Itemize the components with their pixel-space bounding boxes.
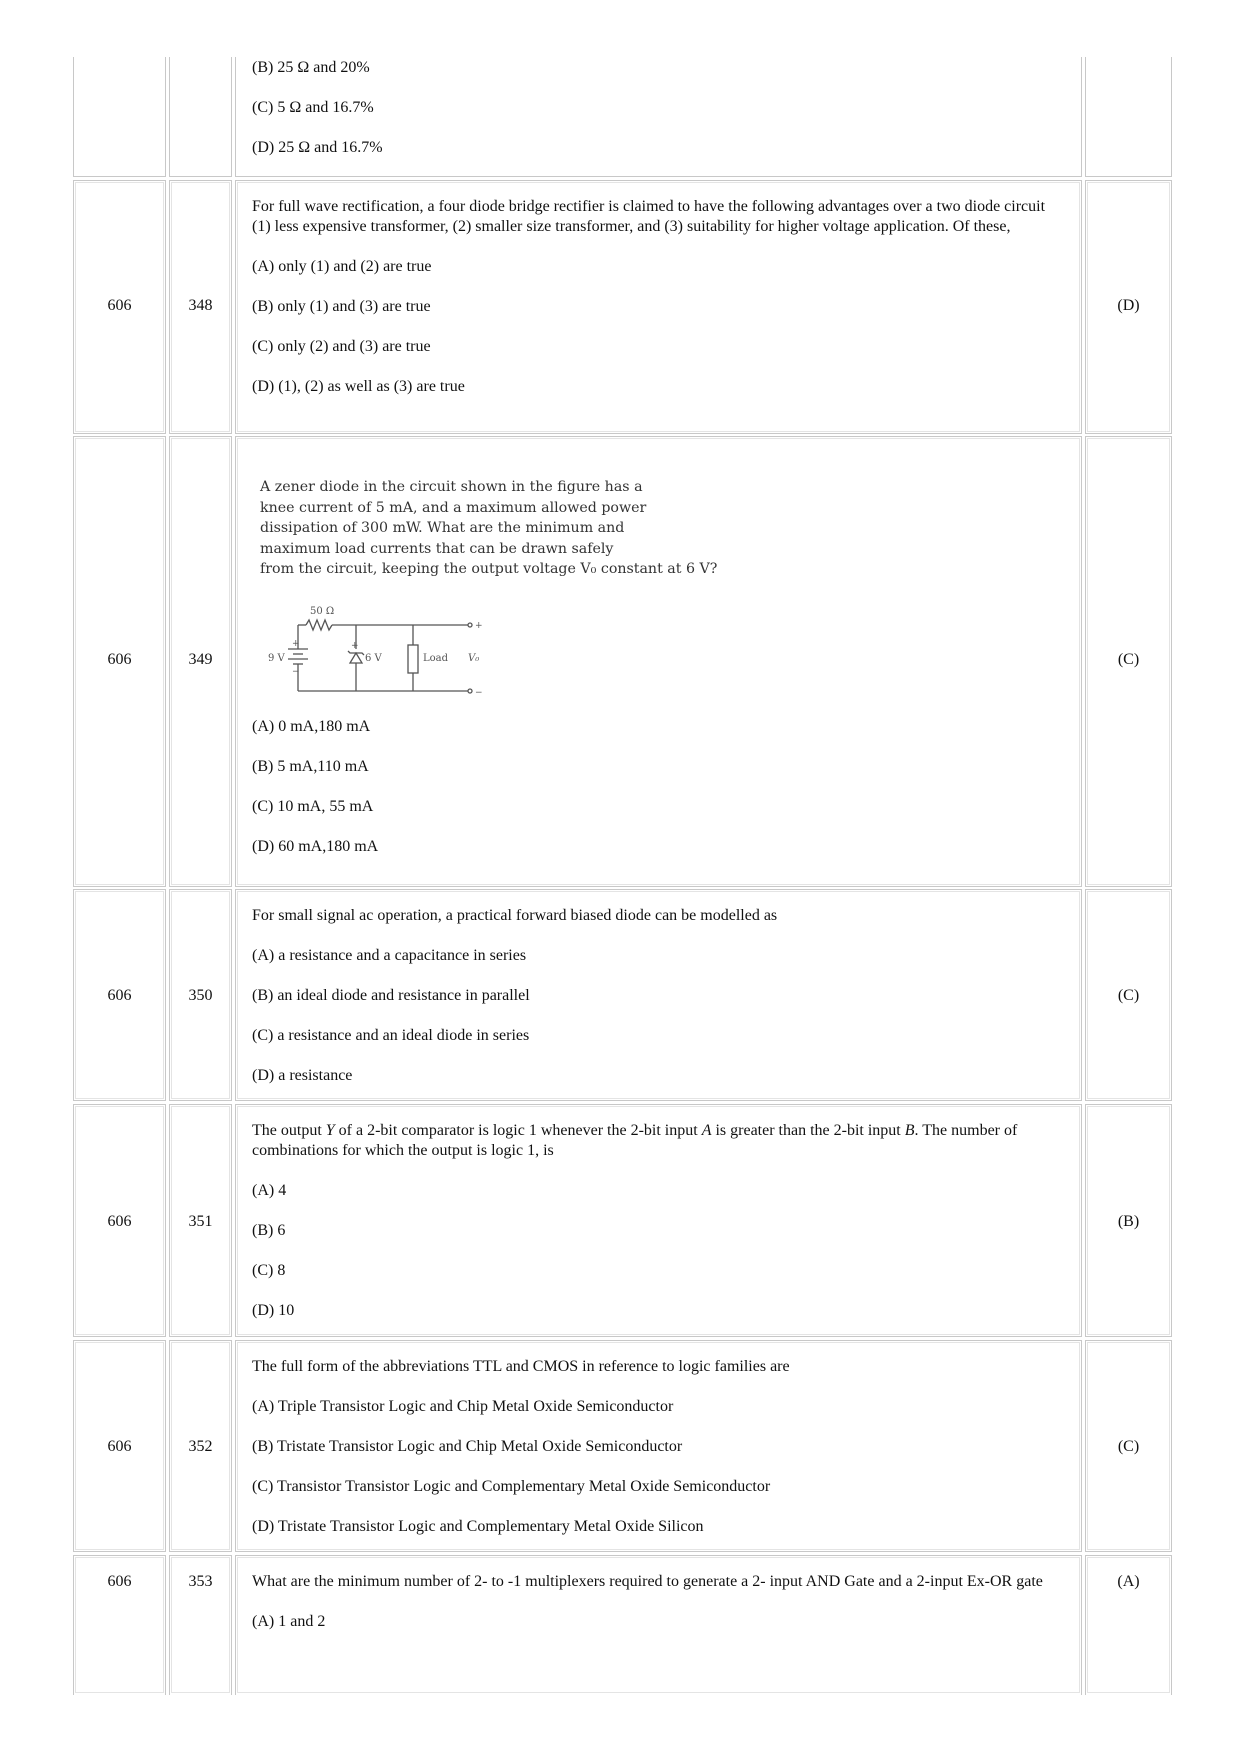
source-minus: −: [292, 667, 300, 677]
paper-cell: [73, 436, 166, 887]
answer-key: (D): [1117, 297, 1140, 314]
qno-cell: [169, 1340, 232, 1552]
question-cell: [235, 1555, 1082, 1695]
option: (C) 5 Ω and 16.7%: [252, 99, 374, 116]
question-number: 349: [188, 651, 213, 668]
question-number: 353: [188, 1573, 213, 1590]
resistor-symbol: [306, 620, 332, 630]
option: (C) 10 mA, 55 mA: [252, 798, 374, 815]
answer-key: (B): [1117, 1213, 1140, 1230]
paper-cell: [73, 1104, 166, 1337]
option: (A) Triple Transistor Logic and Chip Metal Oxide Semiconductor: [252, 1398, 674, 1415]
load-label: Load: [423, 653, 449, 664]
option: (B) 6: [252, 1222, 286, 1239]
paper-number: 606: [107, 1573, 132, 1590]
answer-cell: [1085, 180, 1172, 434]
question-cell: [235, 1104, 1082, 1337]
paper-number: 606: [107, 1213, 132, 1230]
option: (A) 0 mA,180 mA: [252, 718, 371, 735]
question-number: 348: [188, 297, 213, 314]
option: (B) 25 Ω and 20%: [252, 59, 370, 76]
option: (B) an ideal diode and resistance in parallel: [252, 987, 530, 1004]
question-cell: [235, 180, 1082, 434]
zener-label: 6 V: [365, 653, 382, 664]
paper-cell: [73, 180, 166, 434]
answer-key: (C): [1117, 651, 1140, 668]
option: (C) Transistor Transistor Logic and Complementary Metal Oxide Semiconductor: [252, 1478, 771, 1495]
question-number: 351: [188, 1213, 213, 1230]
option: (A) a resistance and a capacitance in series: [252, 947, 527, 964]
option: (A) 1 and 2: [252, 1613, 326, 1630]
option: (D) (1), (2) as well as (3) are true: [252, 378, 465, 395]
table-row: [73, 180, 1172, 434]
question-stem: The full form of the abbreviations TTL and CMOS in reference to logic families are: [252, 1358, 790, 1375]
question-stem: For small signal ac operation, a practical forward biased diode can be modelled as: [252, 907, 778, 924]
answer-key: (C): [1117, 987, 1140, 1004]
table-row: [73, 889, 1172, 1101]
paper-cell: [73, 57, 166, 177]
paper-number: 606: [107, 1438, 132, 1455]
option: (A) 4: [252, 1182, 287, 1199]
paper-cell: [73, 1555, 166, 1695]
question-stem: For full wave rectification, a four diode bridge rectifier is claimed to have the following advantages over a two diode circuit (1) less expensive transformer, (2) smaller size transformer, and (3) suitability for higher voltage application. Of these,: [252, 198, 1046, 235]
option: (D) 60 mA,180 mA: [252, 838, 379, 855]
table-row: [73, 1104, 1172, 1337]
answer-key: (C): [1117, 1438, 1140, 1455]
option: (B) only (1) and (3) are true: [252, 298, 431, 315]
paper-number: 606: [107, 297, 132, 314]
question-cell: [235, 1340, 1082, 1552]
source-plus: +: [292, 639, 300, 649]
paper-number: 606: [107, 987, 132, 1004]
option: (A) only (1) and (2) are true: [252, 258, 432, 275]
table-row: [73, 57, 1172, 177]
answer-cell: [1085, 889, 1172, 1101]
answer-cell: [1085, 57, 1172, 177]
option: (C) only (2) and (3) are true: [252, 338, 431, 355]
answer-cell: [1085, 1340, 1172, 1552]
question-figure: [258, 437, 728, 713]
option: (D) a resistance: [252, 1067, 353, 1084]
question-cell: [235, 57, 1082, 177]
figure-text: A zener diode in the circuit shown in the figure has a knee current of 5 mA, and a maximum allowed power dissipation of 300 mW. What are the minimum and maximum load currents that can be drawn safely from the circuit, keeping the output voltage V₀ constant at 6 V?: [260, 479, 718, 577]
answer-cell: [1085, 1104, 1172, 1337]
qno-cell: [169, 889, 232, 1101]
table-row: [73, 436, 1172, 887]
option: (C) 8: [252, 1262, 286, 1279]
option: (B) 5 mA,110 mA: [252, 758, 369, 775]
option: (D) Tristate Transistor Logic and Complementary Metal Oxide Silicon: [252, 1518, 704, 1535]
qno-cell: [169, 57, 232, 177]
output-label: V₀: [468, 653, 480, 664]
option: (D) 10: [252, 1302, 295, 1319]
question-stem: The output Y of a 2-bit comparator is logic 1 whenever the 2-bit input A is greater than the 2-bit input B. The number of combinations for which the output is logic 1, is: [252, 1122, 1018, 1159]
resistor-label: 50 Ω: [310, 606, 335, 617]
qno-cell: [169, 436, 232, 887]
zener-circuit-diagram: [258, 597, 498, 707]
question-cell: [235, 436, 1082, 887]
paper-cell: [73, 1340, 166, 1552]
option: (C) a resistance and an ideal diode in series: [252, 1027, 530, 1044]
option: (B) Tristate Transistor Logic and Chip Metal Oxide Semiconductor: [252, 1438, 683, 1455]
answer-cell: [1085, 436, 1172, 887]
question-number: 350: [188, 987, 213, 1004]
output-plus: +: [475, 621, 483, 631]
question-cell: [235, 889, 1082, 1101]
option: (D) 25 Ω and 16.7%: [252, 139, 383, 156]
paper-cell: [73, 889, 166, 1101]
output-minus: −: [475, 688, 483, 698]
table-row: [73, 1555, 1172, 1695]
question-number: 352: [188, 1438, 213, 1455]
qno-cell: [169, 1555, 232, 1695]
qno-cell: [169, 1104, 232, 1337]
question-stem: What are the minimum number of 2- to -1 multiplexers required to generate a 2- input AND Gate and a 2-input Ex-OR gate: [252, 1573, 1043, 1590]
qno-cell: [169, 180, 232, 434]
source-label: 9 V: [268, 653, 285, 664]
table-row: [73, 1340, 1172, 1552]
answer-cell: [1085, 1555, 1172, 1695]
paper-number: 606: [107, 651, 132, 668]
answer-key: (A): [1117, 1573, 1140, 1590]
zener-plus: +: [351, 641, 359, 651]
